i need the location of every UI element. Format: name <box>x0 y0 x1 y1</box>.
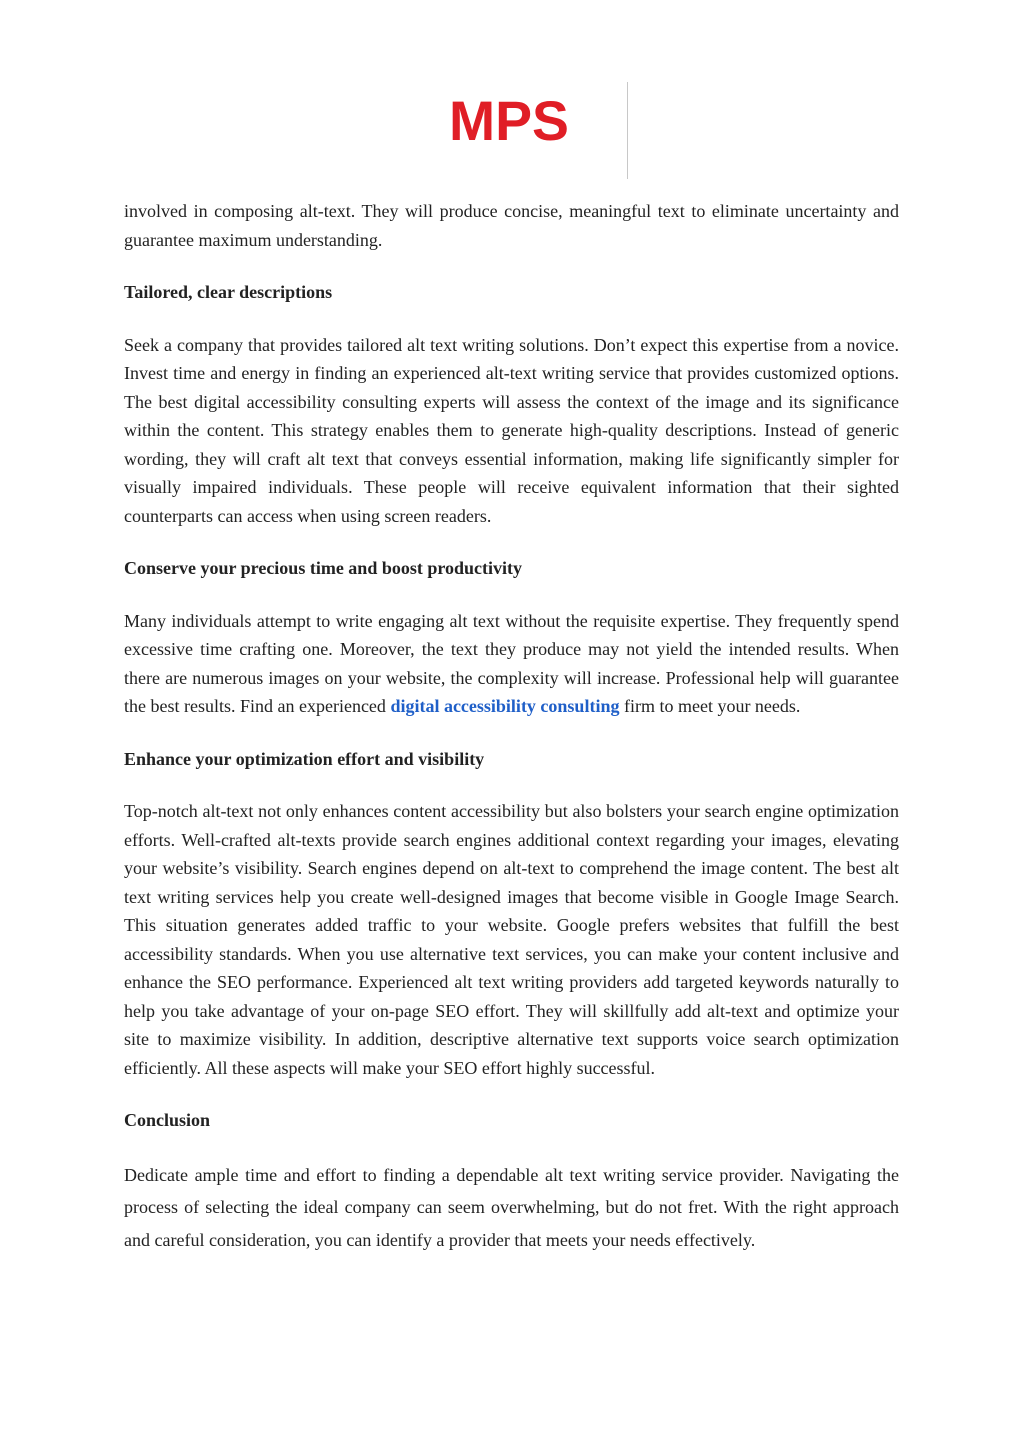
heading-tailored-descriptions: Tailored, clear descriptions <box>124 282 333 302</box>
paragraph-optimization-visibility: Top-notch alt-text not only enhances content accessibility but also bolsters your search engine optimization efforts. Well-crafted alt-texts provide search engines additional context regarding your images, elevating your website’s visibility. Search engines depend on alt-text to comprehend the image content. The best alt text writing services help you create well-designed images that become visible in Google Image Search. This situation generates added traffic to your website. Google prefers websites that fulfill the best accessibility standards. When you use alternative text services, you can make your content inclusive and enhance the SEO performance. Experienced alt text writing providers add targeted keywords naturally to help you take advantage of your on-page SEO effort. They will skillfully add alt-text and optimize your site to maximize visibility. In addition, descriptive alternative text supports voice search optimization efficiently. All these aspects will make your SEO effort highly successful. <box>124 801 899 1078</box>
digital-accessibility-consulting-link[interactable]: digital accessibility consulting <box>390 696 620 716</box>
paragraph-conserve-time <box>124 607 899 721</box>
document-body <box>124 197 899 1256</box>
heading-optimization-visibility: Enhance your optimization effort and visibility <box>124 748 485 769</box>
heading-conclusion: Conclusion <box>124 1110 211 1130</box>
header-divider <box>627 82 628 179</box>
heading-conserve-time: Conserve your precious time and boost productivity <box>124 558 523 578</box>
mps-logo <box>449 94 571 148</box>
mps-logo-graphic <box>449 94 571 148</box>
paragraph-tailored-descriptions: Seek a company that provides tailored alt text writing solutions. Don’t expect this expertise from a novice. Invest time and energy in finding an experienced alt-text writing service that provides customized options. The best digital accessibility consulting experts will assess the context of the image and its significance within the content. This strategy enables them to generate high-quality descriptions. Instead of generic wording, they will craft alt text that conveys essential information, making life significantly simpler for visually impaired individuals. These people will receive equivalent information that their sighted counterparts can access when using screen readers. <box>124 334 899 526</box>
paragraph-conclusion: Dedicate ample time and effort to finding a dependable alt text writing service provider. Navigating the process of selecting the ideal company can seem overwhelming, but do not fret. With the right approach and careful consideration, you can identify a provider that meets your needs effectively. <box>124 1164 899 1250</box>
page-header <box>0 0 1023 185</box>
paragraph-intro-continued: involved in composing alt-text. They will produce concise, meaningful text to eliminate uncertainty and guarantee maximum understanding. <box>124 201 899 250</box>
paragraph-conserve-time-text-a: Many individuals attempt to write engaging alt text without the requisite expertise. They frequently spend excessive time crafting one. Moreover, the text they produce may not yield the intended results. When there are numerous images on your website, the complexity will increase. Professional help will guarantee the best results. Find an experienced <box>124 610 899 716</box>
svg-text:MPS: MPS <box>449 94 569 148</box>
paragraph-conserve-time-text-b: firm to meet your needs. <box>619 696 801 716</box>
